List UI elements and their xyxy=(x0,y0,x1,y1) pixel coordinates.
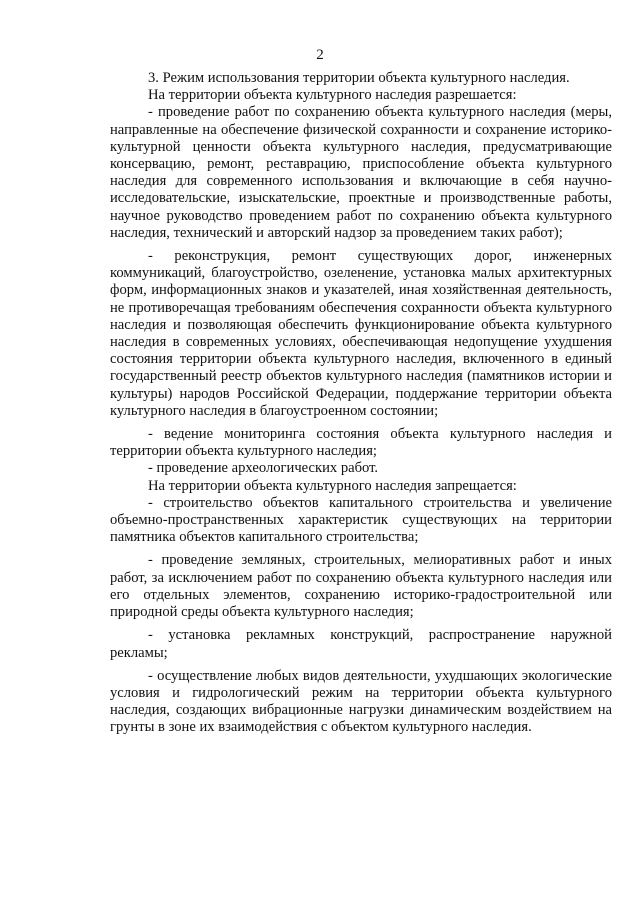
document-body xyxy=(110,70,612,737)
permitted-intro: На территории объекта культурного наследия разрешается: xyxy=(148,87,517,104)
prohibited-item-earthworks: - проведение земляных, строительных, мелиоративных работ и иных работ, за исключением работ по сохранению объекта культурного наследия или его отдельных элементов, сохранению историко-градостроительной или природной среды объекта культурного наследия; xyxy=(110,552,612,621)
prohibited-item-advertising: - установка рекламных конструкций, распространение наружной рекламы; xyxy=(110,627,612,661)
prohibited-intro: На территории объекта культурного наследия запрещается: xyxy=(148,477,517,494)
page-number: 2 xyxy=(316,47,324,63)
permitted-item-archaeology: - проведение археологических работ. xyxy=(148,460,379,477)
permitted-item-reconstruction: - реконструкция, ремонт существующих дорог, инженерных коммуникаций, благоустройство, озеленение, установка малых архитектурных форм, информационных знаков и указателей, иная хозяйственная деятельность, не противоречащая требованиям обеспечения сохранности объекта культурного наследия и позволяющая обеспечить функционирование объекта культурного наследия в современных условиях, обеспечивающая недопущение ухудшения состояния территории объекта культурного наследия, включенного в единый государственный реестр объектов культурного наследия (памятников истории и культуры) народов Российской Федерации, поддержание территории объекта культурного наследия в благоустроенном состоянии; xyxy=(110,248,612,419)
prohibited-item-construction: - строительство объектов капитального строительства и увеличение объемно-пространственных характеристик существующих на территории памятника объектов капитального строительства; xyxy=(110,494,612,546)
permitted-item-monitoring: - ведение мониторинга состояния объекта культурного наследия и территории объекта культурного наследия; xyxy=(110,426,612,460)
prohibited-item-ecology: - осуществление любых видов деятельности, ухудшающих экологические условия и гидрологический режим на территории объекта культурного наследия, создающих вибрационные нагрузки динамическим воздействием на грунты в зоне их взаимодействия с объектом культурного наследия. xyxy=(110,667,612,736)
section-heading: 3. Режим использования территории объекта культурного наследия. xyxy=(148,70,570,86)
permitted-item-preservation: - проведение работ по сохранению объекта культурного наследия (меры, направленные на обеспечение физической сохранности и сохранение историко-культурной ценности объекта культурного наследия, предусматривающие консервацию, ремонт, реставрацию, приспособление объекта культурного наследия для современного использования и включающие в себя научно-исследовательские, изыскательские, проектные и производственные работы, научное руководство проведением работ по сохранению объекта культурного наследия, технический и авторский надзор за проведением таких работ); xyxy=(110,104,612,241)
